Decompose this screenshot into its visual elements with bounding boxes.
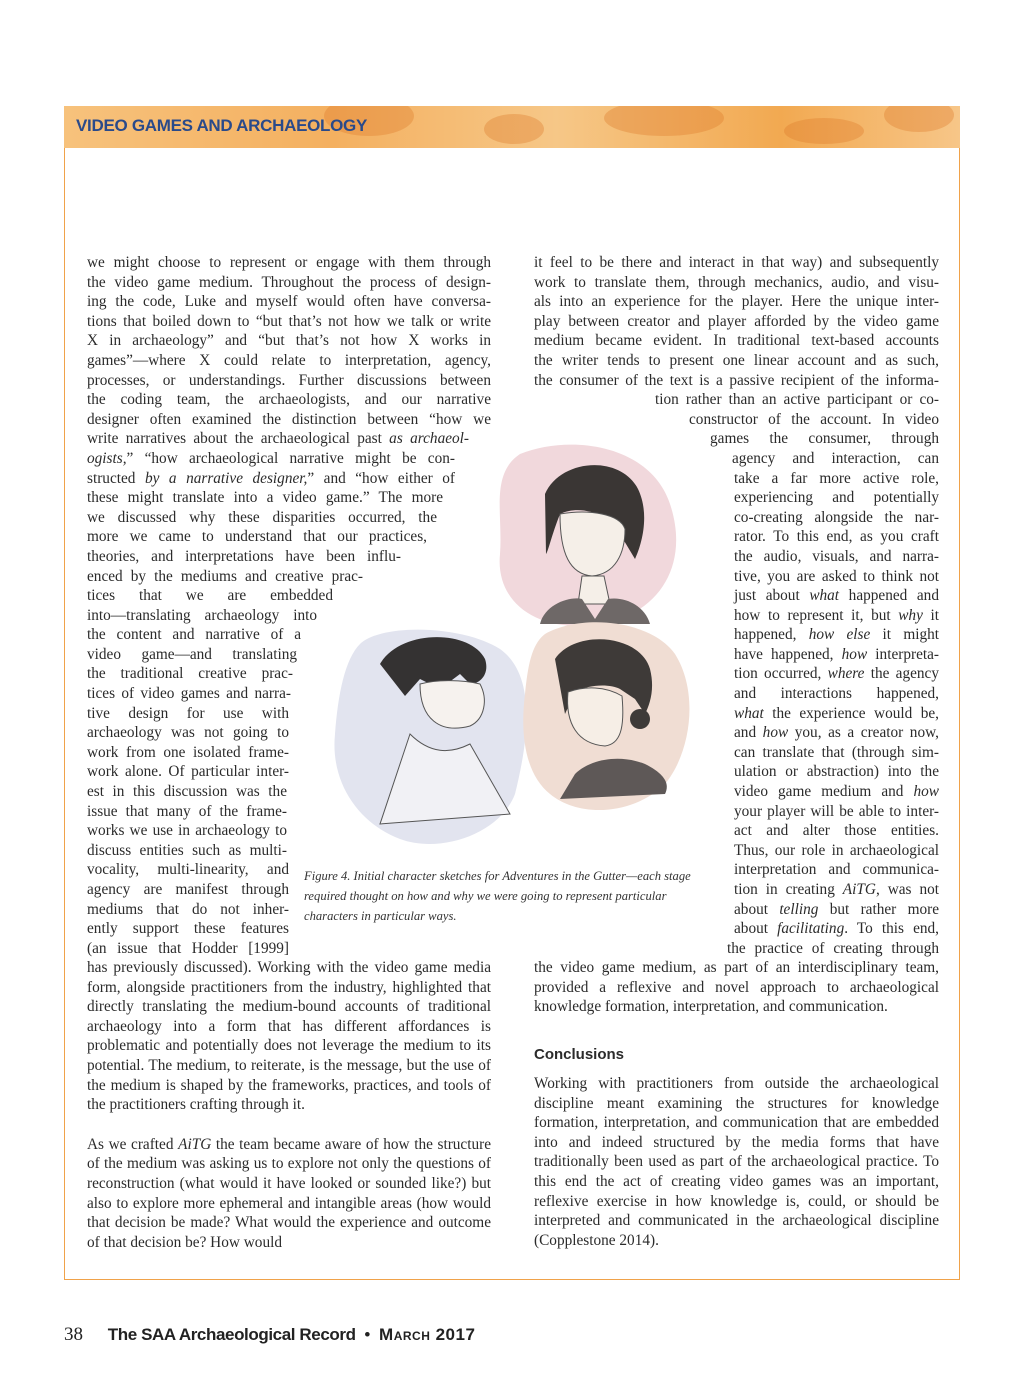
section-banner: [64, 106, 960, 148]
text-line: work from one isolated frame-: [87, 743, 289, 761]
text-line: the practice of creating through: [727, 939, 939, 957]
text-line: the consumer of the text is a passive recipient of the informa-: [534, 371, 939, 389]
page-footer: [64, 1324, 475, 1346]
text-line: happened, how else it might: [734, 626, 940, 644]
text-line: video game medium and how: [734, 783, 939, 801]
text-line: work alone. Of particular inter-: [87, 763, 289, 781]
text-line: the content and narrative of a: [87, 626, 301, 644]
text-line: enced by the mediums and creative prac-: [87, 567, 363, 585]
text-line: est in this discussion was the: [87, 783, 287, 801]
right-column-bottom: [534, 958, 939, 1017]
text-line: agency and interaction, can: [732, 449, 939, 467]
text-line: X in archaeology” and “but that’s not how X works in: [87, 332, 491, 350]
text-line: into—translating archaeology into: [87, 606, 317, 624]
text-line: we might choose to represent or engage with them through: [87, 254, 491, 271]
text-line: tive, you are asked to think not: [734, 567, 939, 585]
issue-date: March 2017: [379, 1325, 476, 1344]
text-line: tions that boiled down to “but that’s not how we talk or write: [87, 312, 491, 330]
text-line: the audio, visuals, and narra-: [734, 547, 939, 565]
text-line: ing the code, Luke and myself would often have conversa-: [87, 293, 491, 311]
publication-title: The SAA Archaeological Record: [107, 1325, 356, 1344]
text-line: mediums that do not inher-: [87, 900, 289, 918]
text-line: games the consumer, through: [710, 430, 939, 448]
section-title: VIDEO GAMES AND ARCHAEOLOGY: [76, 116, 367, 135]
text-line: archaeology was not going to: [87, 724, 289, 742]
text-line: can translate that (through sim-: [734, 743, 939, 761]
text-line: ently support these features: [87, 920, 289, 938]
text-line: your player will be able to inter-: [734, 802, 939, 820]
text-line: what the experience would be,: [734, 704, 939, 722]
text-line: rator. To this end, as you craft: [734, 528, 939, 546]
text-line: tion in creating AiTG, was not: [734, 881, 939, 898]
text-line: tive design for use with: [87, 704, 289, 722]
text-line: theories, and interpretations have been influ-: [87, 547, 401, 565]
sketch-woman-profile: [523, 622, 689, 810]
conclusions-heading: Conclusions: [534, 1046, 625, 1063]
conclusions-column: [534, 1074, 939, 1250]
text-line: co-creating alongside the nar-: [734, 508, 939, 526]
text-line: vocality, multi-linearity, and: [87, 861, 289, 879]
text-line: play between creator and player afforded by the video game: [534, 312, 939, 330]
text-line: interpretation and communica-: [734, 861, 939, 879]
text-line: the coding team, the archaeologists, and our narrative: [87, 391, 491, 409]
text-line: have happened, how interpreta-: [734, 645, 939, 663]
character-sketches-figure: [320, 434, 730, 854]
text-line: ogists,” “how archaeological narrative might be con-: [87, 449, 455, 467]
conclusions-paragraph: Working with practitioners from outside the archaeological discipline meant examining the structures for knowledge formation, interpretation, and communication that are embedded into and indeed structured by the media forms that have traditionally been used as part of the archaeological practice. To this end the act of creating video games was an important, reflexive exercise in how knowledge is, could, or should be interpreted and communicated in the archaeological discipline (Copplestone 2014).: [534, 1075, 939, 1249]
text-line: act and alter those entities.: [734, 822, 939, 840]
footer-separator: •: [364, 1325, 371, 1344]
text-line: we discussed why these disparities occurred, the: [87, 508, 437, 526]
text-line: tices of video games and narra-: [87, 685, 291, 703]
body-paragraph-aitg: As we crafted AiTG the team became aware of how the structure of the medium was asking us to explore not only the questions of reconstruction (what would it have looked or sounded like?) but also to explore more ephemeral and intangible areas (how would that decision be made? What would the experience and outcome of that decision be? How would: [87, 1135, 492, 1251]
text-line: processes, or understandings. Further discussions between: [87, 371, 491, 389]
text-line: discuss entities such as multi-: [87, 841, 287, 859]
text-line: medium became evident. In traditional text-based accounts: [534, 332, 939, 350]
text-line: and interactions happened,: [734, 685, 939, 703]
body-paragraph: has previously discussed). Working with the video game media form, alongside practitioners from the industry, highlighted that directly translating the medium-bound accounts of traditional archaeology into a form that has different affordances is problematic and potentially does not leverage the medium to its potential. The medium, to reiterate, is the message, but the use of the medium is shaped by the frameworks, practices, and tools of the practitioners crafting through it.: [87, 959, 491, 1114]
text-line: tion rather than an active participant or co-: [655, 391, 939, 409]
figure-caption: Figure 4. Initial character sketches for Adventures in the Gutter—each stage required thought on how and why we were going to represent particular characters in particular ways.: [304, 869, 691, 923]
left-column-bottom: [87, 958, 491, 1252]
text-line: the traditional creative prac-: [87, 665, 293, 683]
text-line: and how you, as a creator now,: [734, 724, 939, 742]
text-line: works we use in archaeology to: [87, 822, 287, 840]
text-line: als into an experience for the player. Here the unique inter-: [534, 293, 939, 311]
text-line: constructor of the account. In video: [689, 410, 939, 428]
sketch-man-profile: [334, 630, 526, 844]
text-line: Thus, our role in archaeological: [734, 841, 939, 859]
sketch-woman-front: [500, 445, 677, 626]
text-line: take a far more active role,: [734, 469, 939, 487]
text-line: structed by a narrative designer,” and “how either of: [87, 469, 455, 487]
text-line: write narratives about the archaeological past as archaeol-: [87, 430, 469, 448]
text-line: it feel to be there and interact in that way) and subsequently: [534, 254, 939, 271]
text-line: more we came to understand that our practices,: [87, 528, 427, 546]
text-line: work to translate them, through mechanics, audio, and visu-: [534, 273, 939, 291]
body-paragraph: the video game medium, as part of an interdisciplinary team, provided a reflexive and novel approach to archaeological knowledge formation, interpretation, and communication.: [534, 959, 939, 1016]
text-line: about telling but rather more: [734, 900, 939, 918]
text-line: tices that we are embedded: [87, 587, 333, 605]
text-line: tion occurred, where the agency: [734, 665, 939, 683]
text-line: issue that many of the frame-: [87, 802, 287, 820]
text-line: experiencing and potentially: [734, 489, 939, 507]
text-line: designer often examined the distinction between “how we: [87, 410, 491, 428]
text-line: these might translate into a video game.” The more: [87, 489, 443, 507]
text-line: the video game medium. Throughout the process of design-: [87, 273, 491, 291]
text-line: (an issue that Hodder [1999]: [87, 939, 289, 957]
text-line: games”—where X could relate to interpretation, agency,: [87, 351, 491, 369]
text-line: about facilitating. To this end,: [734, 920, 939, 938]
page-number: 38: [64, 1324, 83, 1345]
text-line: agency are manifest through: [87, 881, 289, 898]
text-line: the writer tends to present one linear account and as such,: [534, 351, 939, 369]
text-line: ulation or abstraction) into the: [734, 763, 939, 781]
text-line: just about what happened and: [734, 587, 939, 605]
text-line: how to represent it, but why it: [734, 606, 940, 624]
text-line: video game—and translating: [87, 645, 297, 663]
